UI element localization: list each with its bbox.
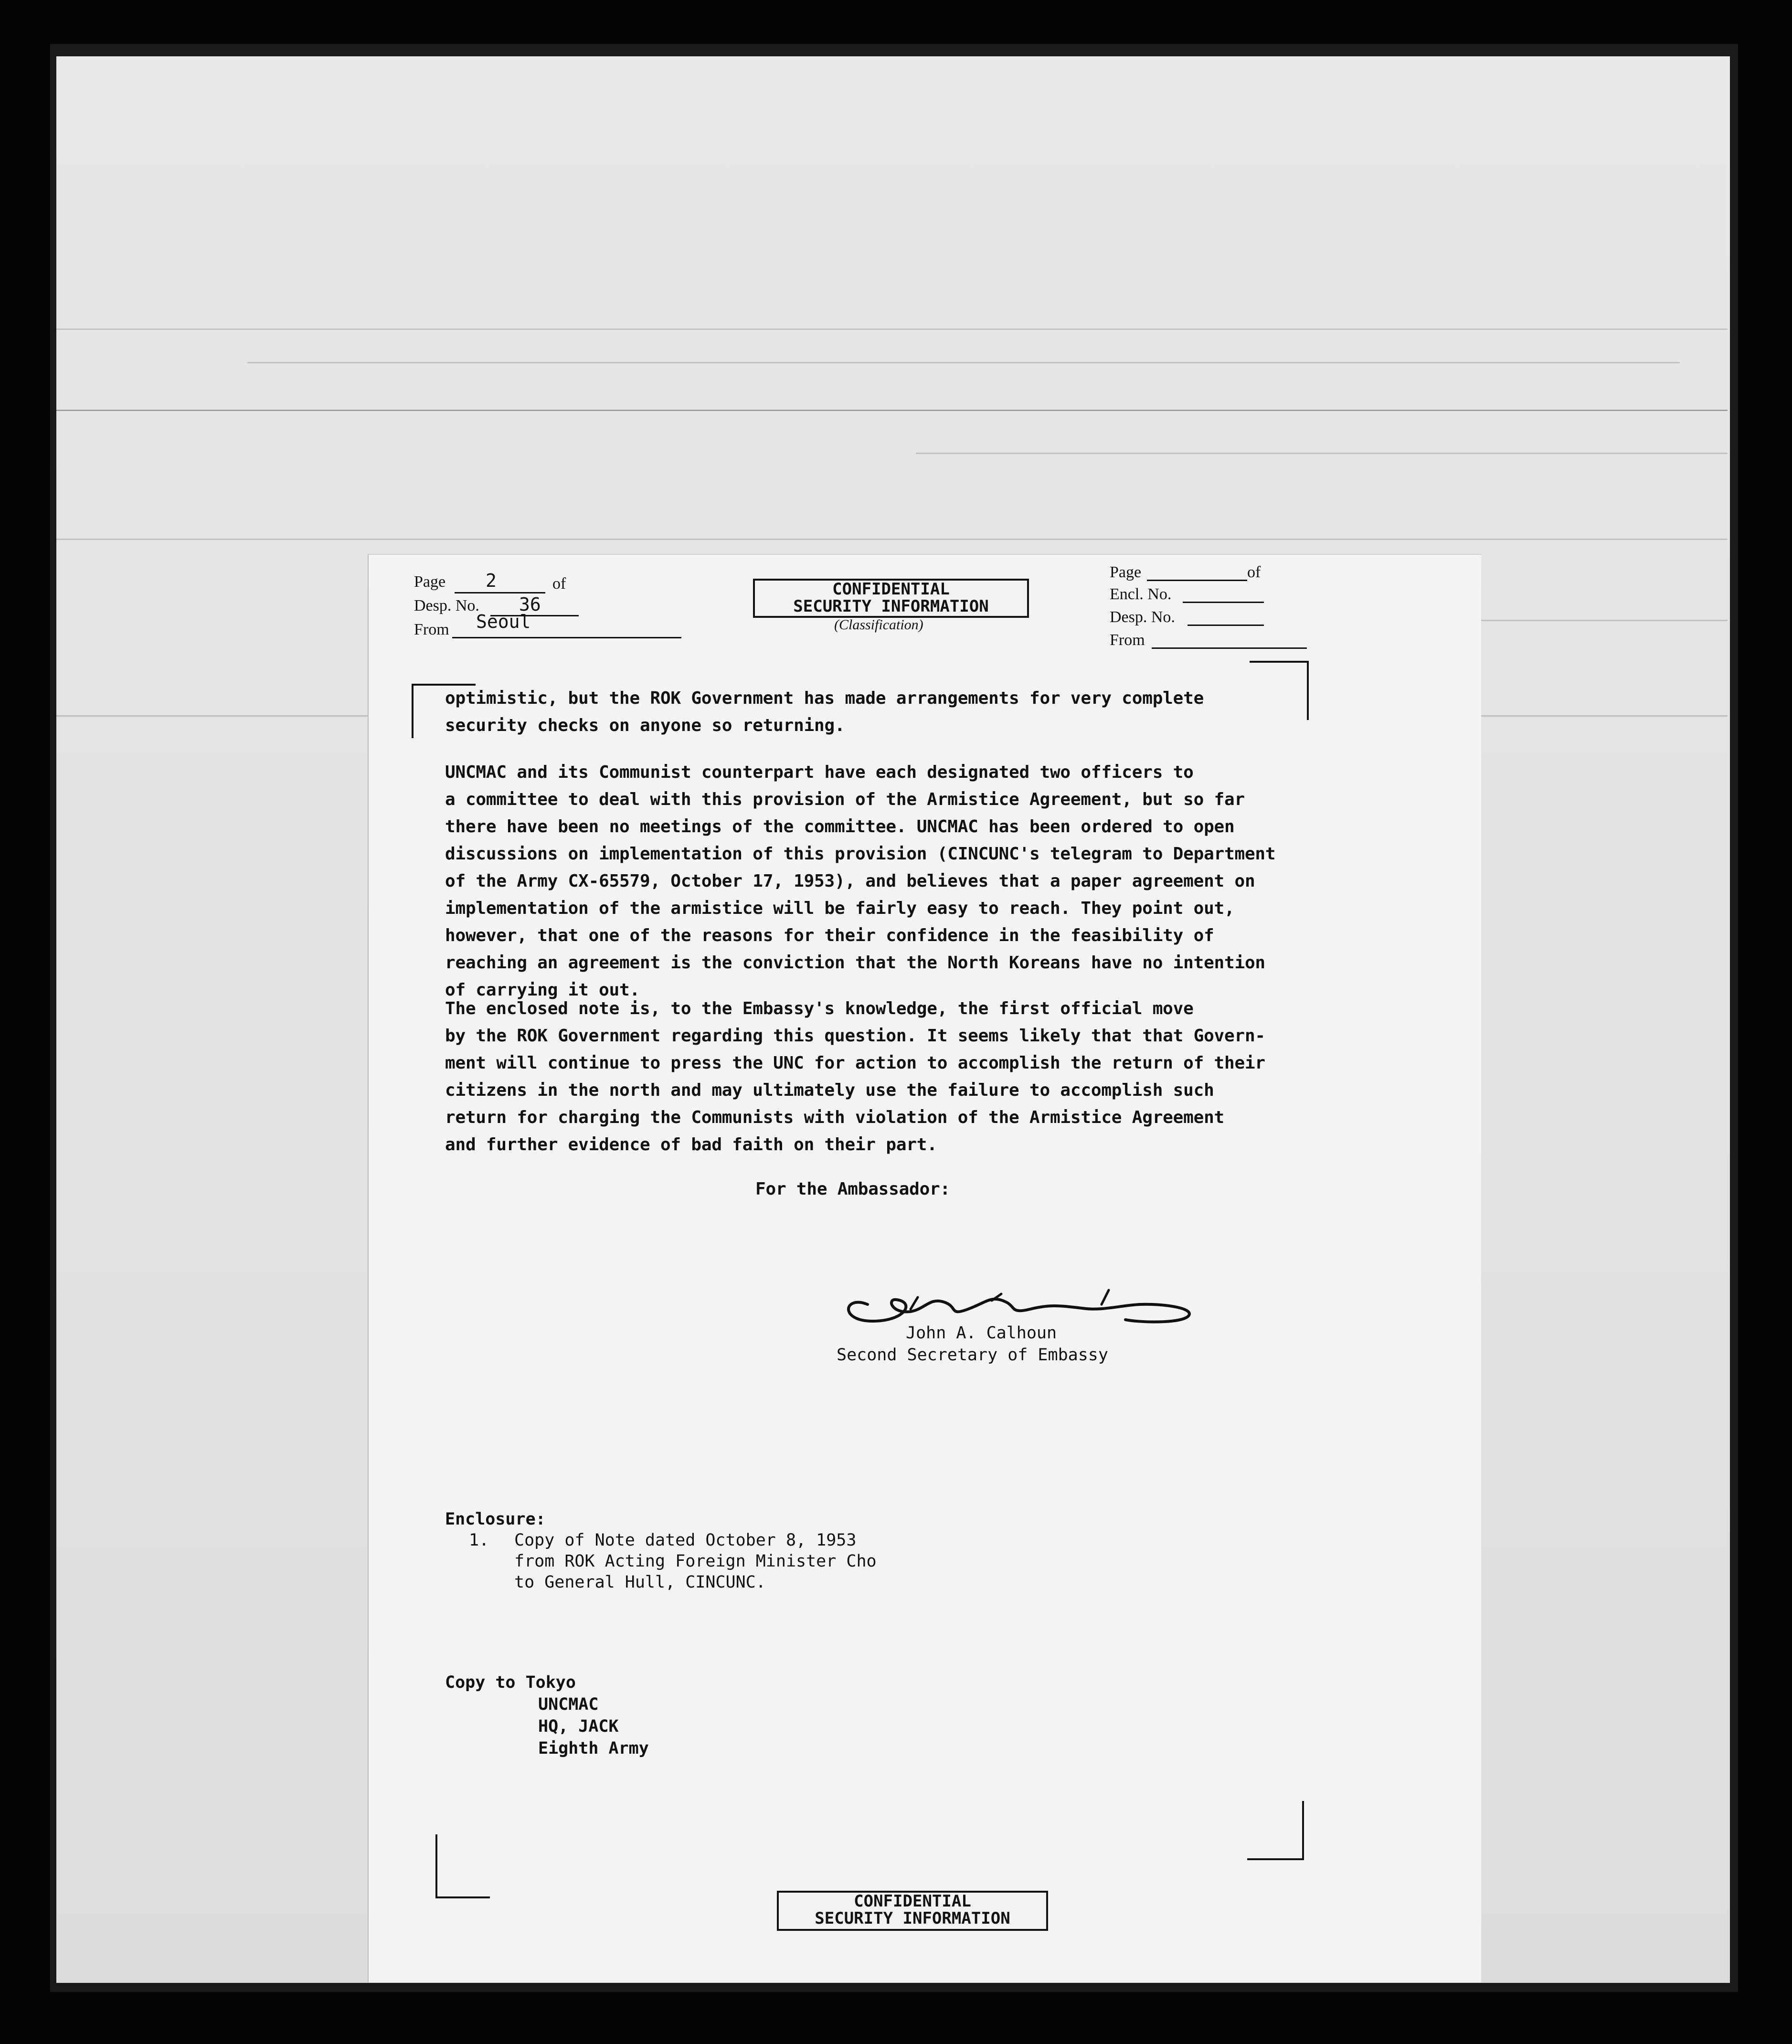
classification-caption: (Classification) — [834, 617, 923, 633]
enclosure-line: from ROK Acting Foreign Minister Cho — [514, 1552, 877, 1571]
page-rule — [455, 592, 545, 593]
signer-title: Second Secretary of Embassy — [837, 1345, 1108, 1365]
closing-salutation: For the Ambassador: — [755, 1179, 951, 1199]
despatch-number: 36 — [519, 594, 541, 615]
right-from-label: From — [1110, 631, 1145, 649]
copies-heading: Copy to Tokyo — [445, 1673, 576, 1692]
scan-artifact — [56, 539, 1728, 540]
scan-artifact — [56, 410, 1728, 411]
right-of-label: of — [1247, 563, 1261, 581]
from-label: From — [414, 621, 449, 638]
despatch-label: Desp. No. — [414, 597, 479, 614]
footer-classification-line-1: CONFIDENTIAL — [854, 1892, 971, 1911]
enclosure-number: 1. — [469, 1531, 489, 1550]
right-page-rule — [1147, 580, 1247, 581]
page-label: Page — [414, 573, 446, 591]
copy-recipient: Eighth Army — [538, 1739, 649, 1758]
enclosure-line: to General Hull, CINCUNC. — [514, 1573, 766, 1592]
copy-recipient: HQ, JACK — [538, 1717, 619, 1736]
right-encl-rule — [1183, 602, 1264, 603]
copy-recipient: UNCMAC — [538, 1695, 599, 1714]
page-of-label: of — [552, 575, 566, 593]
paragraph-3: The enclosed note is, to the Embassy's knowledge, the first official move by the ROK Government regarding this question. It seems likely that that Govern- ment will continue to press the UNC for action to accomplish the return of their citizens in the north and may ultimately use the failure to accomplish such return for charging the Communists with violation of the Armistice Agreement and further evidence of bad faith on their part. — [445, 999, 1265, 1154]
right-despatch-label: Desp. No. — [1110, 608, 1175, 626]
page-number: 2 — [486, 570, 497, 591]
classification-line-2: SECURITY INFORMATION — [793, 597, 989, 616]
from-rule — [452, 637, 681, 638]
scan-artifact — [247, 362, 1680, 363]
signer-name: John A. Calhoun — [906, 1324, 1057, 1343]
right-encl-label: Encl. No. — [1110, 585, 1172, 603]
right-from-rule — [1152, 647, 1307, 649]
scan-artifact — [916, 453, 1728, 454]
enclosure-line: Copy of Note dated October 8, 1953 — [514, 1531, 857, 1550]
footer-classification-line-2: SECURITY INFORMATION — [815, 1909, 1010, 1928]
right-page-label: Page — [1110, 563, 1142, 581]
from-value: Seoul — [476, 611, 531, 632]
right-despatch-rule — [1188, 625, 1264, 626]
corner-mark-bottom-right — [1247, 1801, 1304, 1860]
paragraph-2: UNCMAC and its Communist counterpart have each designated two officers to a committee to deal with this provision of the Armistice Agreement, but so far there have been no meetings of the committee. UNCMAC has been ordered to open discussions on implementation of this provision (CINCUNC's telegram to Department of the Army CX-65579, October 17, 1953), and believes that a paper agreement on implementation of the armistice will be fairly easy to reach. They point out, however, that one of the reasons for their confidence in the feasibility of reaching an agreement is the conviction that the North Koreans have no intention of carrying it out. — [445, 763, 1276, 1000]
footer-classification-stamp — [777, 1891, 1048, 1931]
classification-stamp — [753, 579, 1029, 618]
document-page — [368, 554, 1481, 1982]
paragraph-1: optimistic, but the ROK Government has made arrangements for very complete security checks on anyone so returning. — [445, 688, 1204, 735]
scan-artifact — [56, 328, 1728, 330]
corner-mark-bottom-left — [435, 1834, 490, 1898]
enclosure-heading: Enclosure: — [445, 1510, 546, 1529]
classification-line-1: CONFIDENTIAL — [832, 580, 950, 599]
